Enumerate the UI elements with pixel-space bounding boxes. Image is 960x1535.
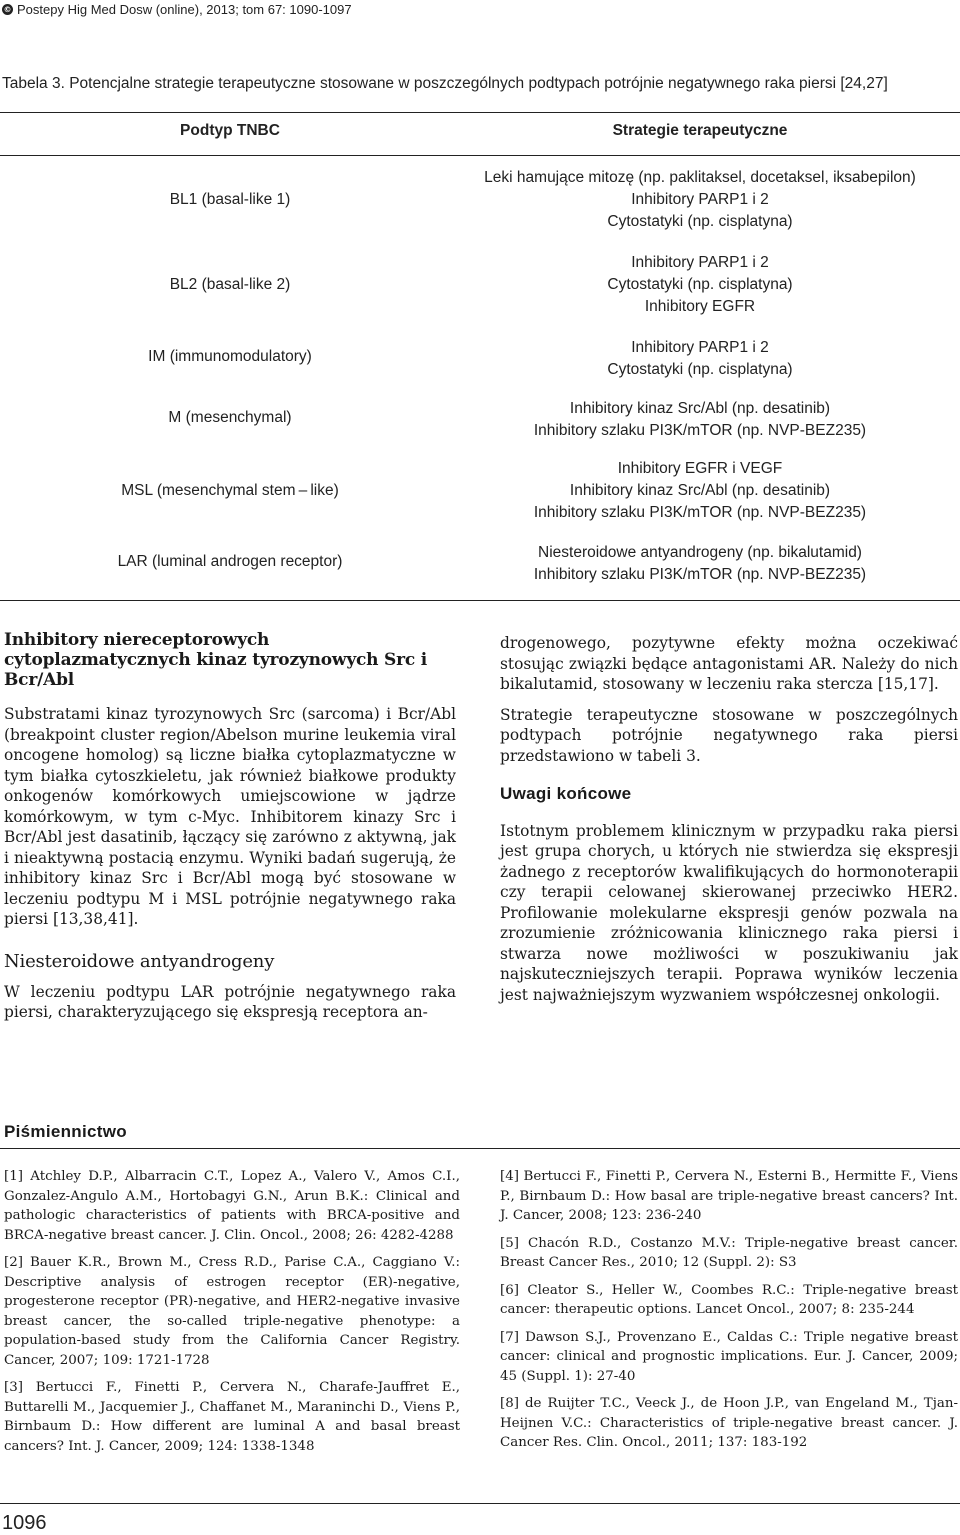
reference-item: [7] Dawson S.J., Provenzano E., Caldas C.: Triple negative breast cancer: clinical and prognostic implications. Eur. J. Cancer, 2009; 45 (Suppl. 1): 27-40: [500, 1329, 958, 1384]
reference-item: [5] Chacón R.D., Costanzo M.V.: Triple-negative breast cancer. Breast Cancer Res., 2010; 12 (Suppl. 2): S3: [500, 1235, 958, 1270]
footer-rule: [0, 1503, 960, 1504]
subtype-cell: LAR (luminal androgen receptor): [117, 553, 343, 570]
strategy-line: Inhibitory PARP1 i 2: [631, 191, 769, 208]
references-title: Piśmiennictwo: [4, 1122, 127, 1141]
left-column: [4, 630, 456, 1023]
subtype-cell: BL2 (basal-like 2): [169, 276, 291, 293]
subtype-cell: MSL (mesenchymal stem – like): [121, 482, 339, 499]
table-bottom-rule: [0, 600, 960, 601]
strategy-line: Leki hamujące mitozę (np. paklitaksel, docetaksel, iksabepilon): [484, 169, 916, 186]
reference-item: [6] Cleator S., Heller W., Coombes R.C.: Triple-negative breast cancer: therapeutic options. Lancet Oncol., 2007; 8: 235-244: [500, 1282, 958, 1317]
strategies-cell: [440, 398, 960, 442]
paragraph: drogenowego, pozytywne efekty można oczekiwać stosując związki będące antagonistami AR. Należy do nich bikalutamid, stosowany w leczeniu raka stercza [15,17].: [500, 634, 958, 693]
strategy-line: Inhibitory EGFR: [644, 298, 756, 315]
strategy-line: Inhibitory szlaku PI3K/mTOR (np. NVP-BEZ235): [533, 422, 867, 439]
strategy-line: Inhibitory PARP1 i 2: [631, 339, 769, 356]
strategy-line: Inhibitory PARP1 i 2: [631, 254, 769, 271]
reference-item: [3] Bertucci F., Finetti P., Cervera N., Charafe-Jauffret E., Buttarelli M., Jacquemier J., Chaffanet M., Maraninchi D., Viens P., Birnbaum D.: How different are luminal A and basal breast cancers? Int. J. Cancer, 2009; 124: 1338-1348: [4, 1380, 460, 1454]
reference-item: [4] Bertucci F., Finetti P., Cervera N., Esterni B., Hermitte F., Viens P., Birnbaum D.: How basal are triple-negative breast cancers? Int. J. Cancer, 2008; 123: 236-240: [500, 1169, 958, 1223]
reference-item: [2] Bauer K.R., Brown M., Cress R.D., Parise C.A., Caggiano V.: Descriptive analysis of estrogen receptor (ER)-negative, progesterone receptor (PR)-negative, and HER2-negative invasive breast cancer, the so-called triple-negative phenotype: a population-based study from the California Cancer Registry. Cancer, 2007; 109: 1721-1728: [4, 1255, 460, 1368]
strategy-line: Niesteroidowe antyandrogeny (np. bikalutamid): [538, 544, 862, 561]
paragraph: Strategie terapeutyczne stosowane w poszczególnych podtypach potrójnie negatywnego raka piersi przedstawiono w tabeli 3.: [500, 705, 958, 765]
page-number: 1096: [2, 1512, 47, 1534]
table-header-strategies: Strategie terapeutyczne: [612, 122, 788, 139]
subtype-cell: BL1 (basal-like 1): [169, 191, 291, 208]
table-header-rule: [0, 155, 960, 156]
strategies-cell: [440, 542, 960, 586]
strategies-cell: [440, 337, 960, 381]
strategy-line: Cytostatyki (np. cisplatyna): [607, 213, 793, 230]
strategy-line: Inhibitory kinaz Src/Abl (np. desatinib): [569, 482, 831, 499]
copyright-icon: ©: [3, 4, 12, 14]
section-heading-antiandrogens: Niesteroidowe antyandrogeny: [4, 950, 275, 972]
paragraph: Substratami kinaz tyrozynowych Src (sarcoma) i Bcr/Abl (breakpoint cluster region/Abelson murine leukemia viral oncogene homolog) są liczne białka cytoplazmatyczne w tym białka cytoszkieletu, jak również białkowe produkty onkogenów komórkowych umiejscowione w jądrze komórkowym, w tym c-Myc. Inhibitorem kinazy Src i Bcr/Abl jest dasatinib, łączący się zarówno z aktywną, jak i nieaktywną postacią enzymu. Wyniki badań sugerują, że inhibitory kinaz Src i Bcr/Abl mogą być stosowane w leczeniu podtypu M i MSL potrójnie negatywnego raka piersi [13,38,41].: [4, 705, 456, 928]
reference-item: [8] de Ruijter T.C., Veeck J., de Hoon J.P., van Engeland M., Tjan-Heijnen V.C.: Characteristics of triple-negative breast cancer. J. Cancer Res. Clin. Oncol., 2011; 137: 183-192: [500, 1396, 958, 1450]
strategies-cell: [440, 167, 960, 233]
section-heading-src-abl: Inhibitory niereceptorowych cytoplazmatycznych kinaz tyrozynowych Src i Bcr/Abl: [4, 630, 427, 690]
strategy-line: Cytostatyki (np. cisplatyna): [607, 276, 793, 293]
strategy-line: Inhibitory kinaz Src/Abl (np. desatinib): [569, 400, 831, 417]
references-left: [4, 1167, 460, 1464]
running-title: Postepy Hig Med Dosw (online), 2013; tom 67: 1090-1097: [17, 1, 352, 17]
references-right: [500, 1167, 958, 1461]
paragraph: Istotnym problemem klinicznym w przypadku raka piersi jest grupa chorych, u których nie stwierdza się ekspresji żadnego z receptorów kwalifikujących do hormonoterapii czy terapii celowanej skierowanej przeciwko HER2. Profilowanie molekularne ekspresji genów pozwala na zrozumienie zróżnicowania klinicznego raka piersi i stwarza nowe możliwości w poszukiwaniu jak najskuteczniejszych terapii. Poprawa wyników leczenia jest najważniejszym wyzwaniem współczesnej onkologii.: [500, 821, 958, 1004]
strategy-line: Inhibitory szlaku PI3K/mTOR (np. NVP-BEZ235): [533, 566, 867, 583]
subtype-cell: M (mesenchymal): [168, 409, 292, 426]
strategy-line: Inhibitory EGFR i VEGF: [617, 460, 783, 477]
paragraph: W leczeniu podtypu LAR potrójnie negatywnego raka piersi, charakteryzującego się ekspresją receptora an-: [4, 982, 456, 1021]
right-column: [500, 633, 958, 1005]
table-header-subtype: Podtyp TNBC: [180, 122, 280, 139]
table-caption: Tabela 3. Potencjalne strategie terapeutyczne stosowane w poszczególnych podtypach potrójnie negatywnego raka piersi [24,27]: [2, 75, 888, 92]
reference-item: [1] Atchley D.P., Albarracin C.T., Lopez A., Valero V., Amos C.I., Gonzalez-Angulo A.M., Hortobagyi G.N., Arun B.K.: Clinical and pathologic characteristics of patients with BRCA-positive and BRCA-negative breast cancer. J. Clin. Oncol., 2008; 26: 4282-4288: [4, 1169, 460, 1243]
table-top-rule: [0, 112, 960, 113]
references-rule: [0, 1148, 960, 1149]
strategies-cell: [440, 458, 960, 524]
running-header: [2, 0, 352, 18]
strategies-cell: [440, 252, 960, 318]
strategy-line: Inhibitory szlaku PI3K/mTOR (np. NVP-BEZ235): [533, 504, 867, 521]
subtype-cell: IM (immunomodulatory): [148, 348, 312, 365]
section-heading-conclusions: Uwagi końcowe: [500, 784, 632, 803]
strategy-line: Cytostatyki (np. cisplatyna): [607, 361, 793, 378]
